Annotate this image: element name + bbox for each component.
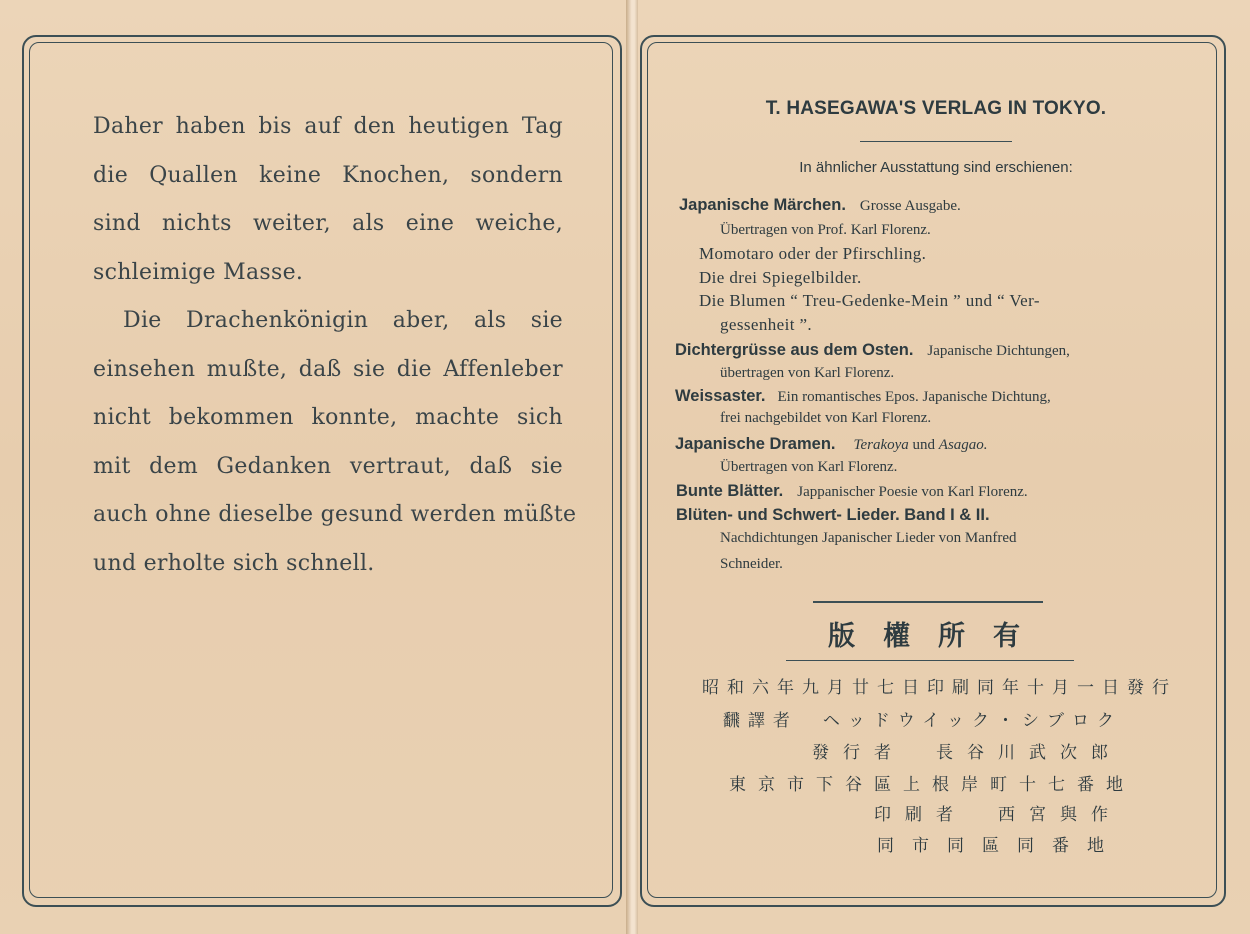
book-description: und bbox=[908, 437, 939, 453]
copyright-notice: 版權所有 bbox=[828, 621, 1048, 652]
book-entry bbox=[675, 435, 988, 454]
heading-rule bbox=[860, 141, 1012, 142]
text-line: und erholte sich schnell. bbox=[93, 550, 375, 576]
colophon-translator: 飜譯者 ヘッドウイック・シブロク bbox=[722, 711, 1122, 731]
book-title: Japanische Dramen. bbox=[675, 435, 836, 453]
book-title: Dichtergrüsse aus dem Osten. bbox=[675, 341, 914, 359]
colophon-address: 東京市下谷區上根岸町十七番地 bbox=[729, 775, 1135, 795]
book-translator: übertragen von Karl Florenz. bbox=[720, 365, 895, 381]
book-title: Weissaster. bbox=[675, 387, 766, 405]
copyright-top-rule bbox=[813, 601, 1043, 603]
copyright-bottom-rule bbox=[786, 660, 1074, 661]
book-description: Ein romantisches Epos. Japanische Dichtung, bbox=[777, 389, 1051, 405]
book-subtitle: Momotaro oder der Pfirschling. bbox=[699, 244, 927, 263]
publisher-heading: T. HASEGAWA'S VERLAG IN TOKYO. bbox=[765, 98, 1107, 119]
book-translator: Schneider. bbox=[720, 556, 783, 572]
book-description: Jappanischer Poesie von Karl Florenz. bbox=[797, 484, 1028, 500]
book-translator: frei nachgebildet von Karl Florenz. bbox=[720, 410, 932, 426]
colophon-publisher: 發行者 長谷川武次郎 bbox=[812, 743, 1122, 763]
book-description: Japanische Dichtungen, bbox=[927, 343, 1070, 359]
book-subtitle: Die drei Spiegelbilder. bbox=[699, 268, 862, 287]
book-title: Japanische Märchen. bbox=[679, 196, 846, 214]
book-subtitle: gessenheit ”. bbox=[720, 315, 813, 334]
colophon-printer: 印刷者 西宮與作 bbox=[874, 805, 1122, 825]
text-line: Daher haben bis auf den heutigen Tag bbox=[93, 114, 563, 139]
text-line: die Quallen keine Knochen, sondern bbox=[93, 162, 563, 188]
book-entry bbox=[679, 196, 961, 215]
book-description: Grosse Ausgabe. bbox=[859, 198, 961, 214]
text-line: auch ohne dieselbe gesund werden müßte bbox=[93, 502, 577, 527]
catalog-subtitle: In ähnlicher Ausstattung sind erschienen: bbox=[799, 159, 1073, 176]
text-line: nicht bekommen konnte, machte sich bbox=[93, 405, 563, 430]
book-play-title: Terakoya bbox=[853, 437, 909, 453]
book-translator: Übertragen von Prof. Karl Florenz. bbox=[720, 222, 931, 238]
left-page-text bbox=[93, 105, 577, 590]
book-title: Bunte Blätter. bbox=[676, 482, 784, 500]
text-line: Die Drachenkönigin aber, als sie bbox=[123, 308, 563, 333]
text-line: mit dem Gedanken vertraut, daß sie bbox=[93, 453, 563, 479]
text-line: sind nichts weiter, als eine weiche, bbox=[93, 211, 563, 236]
right-page bbox=[638, 0, 1250, 934]
book-entry bbox=[676, 482, 1028, 501]
book-subtitle: Die Blumen “ Treu-Gedenke-Mein ” und “ Ver- bbox=[699, 291, 1040, 310]
book-entry bbox=[675, 341, 1070, 360]
text-line: schleimige Masse. bbox=[93, 259, 304, 285]
colophon-date: 昭和六年九月廿七日印刷同年十月一日發行 bbox=[702, 678, 1177, 698]
book-entry bbox=[675, 387, 1051, 406]
book-title: Blüten- und Schwert- Lieder. Band I & II. bbox=[676, 506, 990, 524]
book-play-title: Asagao. bbox=[938, 437, 988, 453]
colophon-printer-address: 同市同區同番地 bbox=[877, 836, 1122, 856]
text-line: einsehen mußte, daß sie die Affenleber bbox=[93, 356, 563, 382]
book-translator: Nachdichtungen Japanischer Lieder von Manfred bbox=[720, 530, 1017, 546]
book-translator: Übertragen von Karl Florenz. bbox=[720, 459, 898, 475]
